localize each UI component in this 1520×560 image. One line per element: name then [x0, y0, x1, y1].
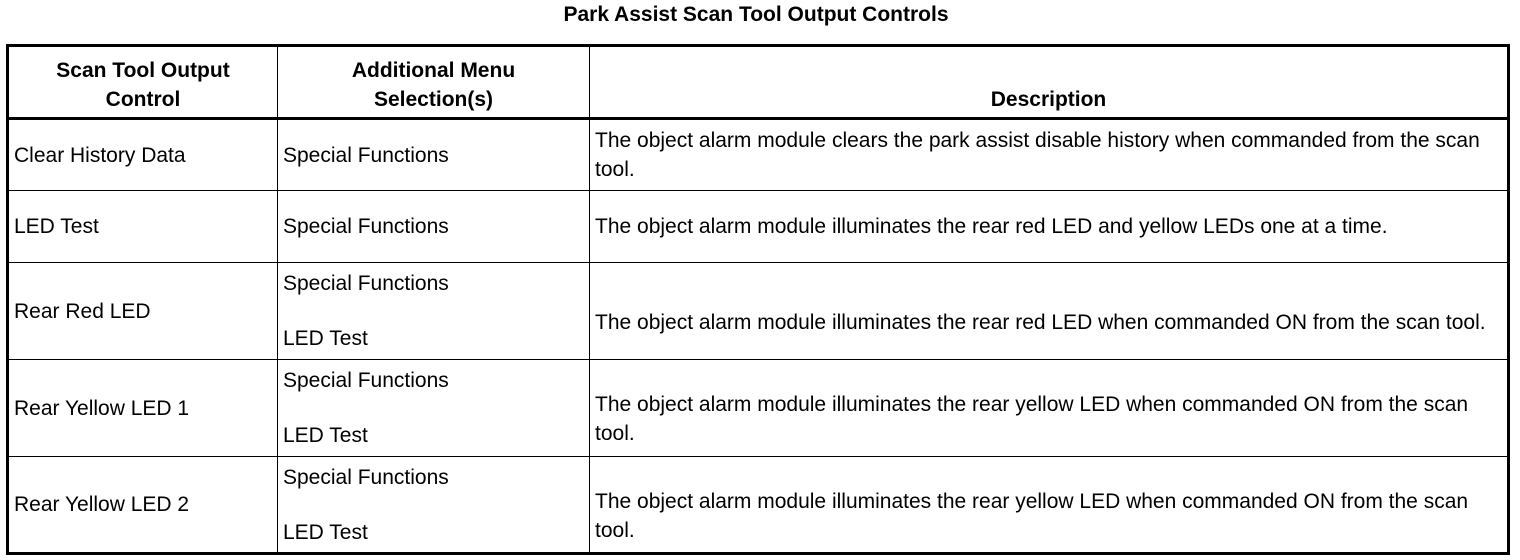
selection-item: Special Functions [283, 272, 449, 295]
table-row [8, 360, 1509, 457]
cell-selection: Special Functions [278, 191, 590, 263]
table-header-row [8, 46, 1509, 119]
cell-description: The object alarm module illuminates the rear red LED and yellow LEDs one at a time. [590, 191, 1509, 263]
table-row [8, 119, 1509, 191]
cell-description: The object alarm module clears the park assist disable history when commanded from the scan tool. [590, 119, 1509, 191]
header-output-control: Scan Tool Output Control [8, 46, 278, 119]
header-description: Description [590, 46, 1509, 119]
cell-control: Clear History Data [8, 119, 278, 191]
cell-control: LED Test [8, 191, 278, 263]
cell-control: Rear Yellow LED 1 [8, 360, 278, 457]
cell-selections [278, 457, 590, 554]
selection-item: LED Test [283, 520, 368, 544]
header-menu-selection: Additional Menu Selection(s) [278, 46, 590, 119]
selection-item: LED Test [283, 327, 368, 350]
cell-selections [278, 360, 590, 457]
page-title: Park Assist Scan Tool Output Controls [563, 3, 949, 26]
cell-description: The object alarm module illuminates the rear red LED when commanded ON from the scan tool. [590, 263, 1509, 360]
table-row [8, 457, 1509, 554]
selection-item: Special Functions [283, 369, 449, 392]
table-row [8, 191, 1509, 263]
output-controls-table [6, 44, 1510, 555]
table-row [8, 263, 1509, 360]
cell-description: The object alarm module illuminates the rear yellow LED when commanded ON from the scan tool. [590, 360, 1509, 457]
selection-item: Special Functions [283, 465, 449, 489]
cell-description: The object alarm module illuminates the rear yellow LED when commanded ON from the scan tool. [590, 457, 1509, 554]
cell-control: Rear Red LED [8, 263, 278, 360]
cell-selection: Special Functions [278, 119, 590, 191]
cell-selections [278, 263, 590, 360]
selection-item: LED Test [283, 424, 368, 447]
cell-control: Rear Yellow LED 2 [8, 457, 278, 554]
